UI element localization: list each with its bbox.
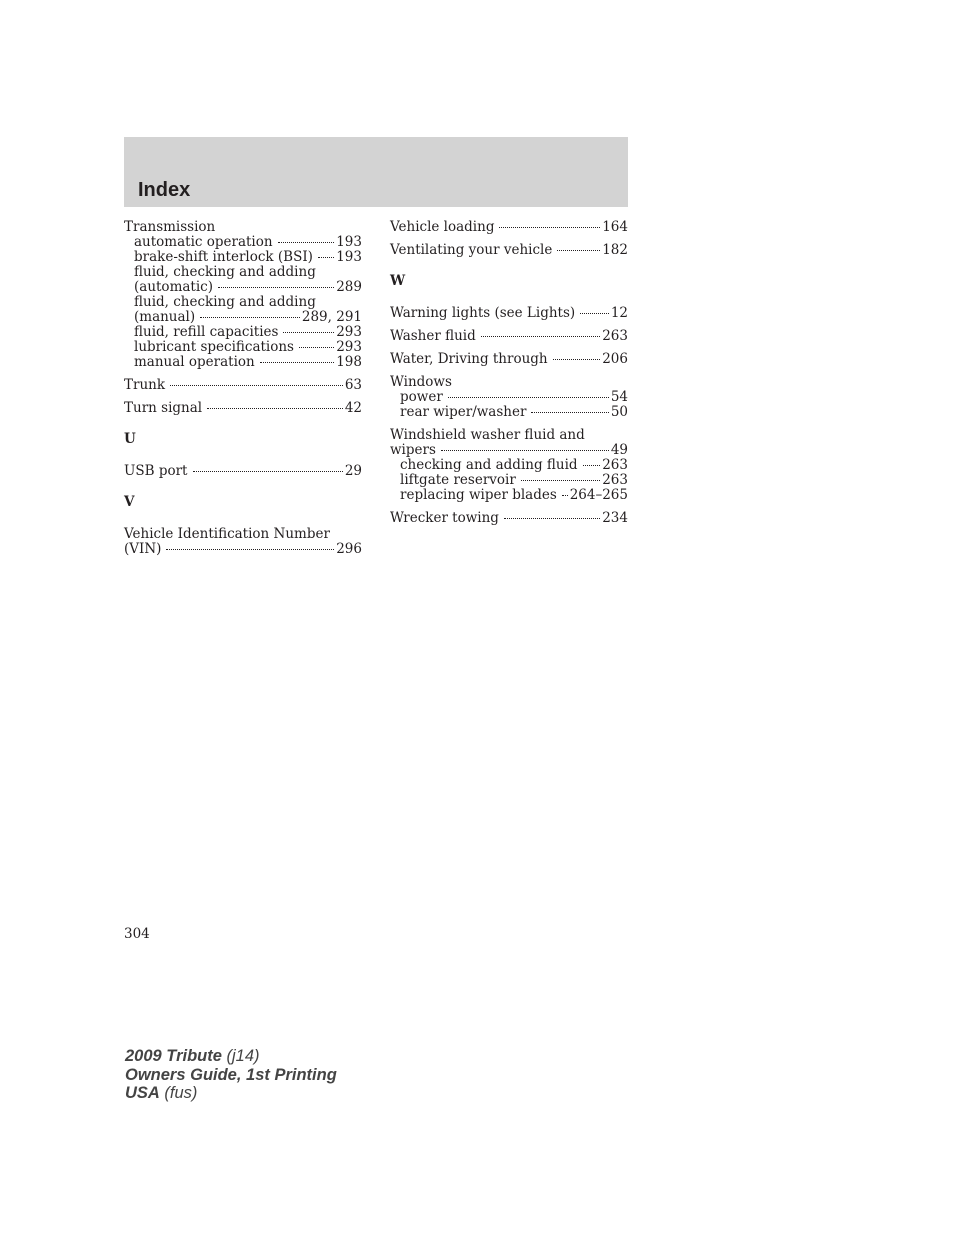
index-letter-heading: V <box>124 494 135 510</box>
index-entry-line <box>124 220 362 235</box>
index-entry <box>390 375 628 420</box>
index-column-right <box>390 220 628 534</box>
dot-leader <box>481 336 600 337</box>
page-reference: 263 <box>602 328 628 344</box>
dot-leader <box>531 412 608 413</box>
index-entry-line <box>124 542 362 557</box>
index-entry <box>124 401 362 416</box>
index-entry-line <box>124 527 362 542</box>
entry-text: replacing wiper blades <box>400 487 557 503</box>
entry-text: lubricant specifications <box>134 339 294 355</box>
entry-text: (VIN) <box>124 541 162 557</box>
dot-leader <box>504 518 600 519</box>
index-column-left <box>124 220 362 565</box>
entry-text: liftgate reservoir <box>400 472 516 488</box>
index-subentry-line <box>124 280 362 295</box>
index-letter-heading: U <box>124 431 136 447</box>
entry-text: rear wiper/washer <box>400 404 527 420</box>
page-reference: 193 <box>336 249 362 265</box>
index-entry-line <box>124 378 362 393</box>
dot-leader <box>200 317 300 318</box>
footer-edition: Owners Guide, 1st Printing <box>125 1065 337 1084</box>
page-reference: 264–265 <box>569 487 628 503</box>
entry-text: Trunk <box>124 377 166 393</box>
entry-text: brake-shift interlock (BSI) <box>134 249 313 265</box>
footer-market-code: (fus) <box>159 1084 198 1102</box>
entry-text: manual operation <box>134 354 255 370</box>
entry-text: Turn signal <box>124 400 203 416</box>
page-reference: 289, 291 <box>301 309 362 325</box>
entry-text: Vehicle Identification Number <box>124 526 330 542</box>
index-entry <box>390 220 628 235</box>
entry-text: wipers <box>390 442 436 458</box>
page-number: 304 <box>124 926 150 942</box>
index-entry <box>124 464 362 479</box>
index-entry <box>390 243 628 258</box>
entry-text: fluid, checking and adding <box>134 264 316 280</box>
dot-leader <box>260 362 334 363</box>
dot-leader <box>283 332 334 333</box>
entry-text: (automatic) <box>134 279 213 295</box>
index-subentry-line <box>124 340 362 355</box>
index-entry-line <box>390 306 628 321</box>
page-reference: 293 <box>336 324 362 340</box>
index-entry <box>390 329 628 344</box>
entry-text: Transmission <box>124 219 216 235</box>
index-entry-line <box>124 464 362 479</box>
index-entry-line <box>390 428 628 443</box>
page-reference: 206 <box>602 351 628 367</box>
entry-text: (manual) <box>134 309 196 325</box>
dot-leader <box>218 287 334 288</box>
index-subentry-line <box>124 235 362 250</box>
index-entry-line <box>390 511 628 526</box>
index-entry-line <box>390 375 628 390</box>
dot-leader <box>278 242 335 243</box>
index-entry <box>390 352 628 367</box>
entry-text: power <box>400 389 443 405</box>
dot-leader <box>583 465 601 466</box>
page-reference: 263 <box>602 472 628 488</box>
entry-text: Vehicle loading <box>390 219 495 235</box>
entry-text: checking and adding fluid <box>400 457 578 473</box>
entry-text: Washer fluid <box>390 328 476 344</box>
page-reference: 63 <box>344 377 362 393</box>
index-entry <box>124 378 362 393</box>
index-entry-line <box>390 220 628 235</box>
page-reference: 54 <box>610 389 628 405</box>
page-reference: 293 <box>336 339 362 355</box>
page-reference: 42 <box>344 400 362 416</box>
page-reference: 289 <box>336 279 362 295</box>
page-reference: 50 <box>610 404 628 420</box>
document-footer <box>125 1047 337 1103</box>
entry-text: automatic operation <box>134 234 273 250</box>
index-letter-heading: W <box>390 273 406 289</box>
index-subentry-line <box>124 325 362 340</box>
dot-leader <box>557 250 600 251</box>
index-entry <box>390 306 628 321</box>
index-subentry-line <box>124 355 362 370</box>
dot-leader <box>166 549 334 550</box>
page-reference: 12 <box>610 305 628 321</box>
index-entry-line <box>390 243 628 258</box>
index-subentry-line <box>124 295 362 310</box>
page-reference: 29 <box>344 463 362 479</box>
entry-text: Warning lights (see Lights) <box>390 305 576 321</box>
entry-text: USB port <box>124 463 188 479</box>
entry-text: Ventilating your vehicle <box>390 242 553 258</box>
entry-text: Water, Driving through <box>390 351 548 367</box>
index-subentry-line <box>390 458 628 473</box>
dot-leader <box>441 450 609 451</box>
index-entry <box>124 220 362 370</box>
index-entry <box>124 527 362 557</box>
dot-leader <box>580 313 609 314</box>
index-entry <box>390 511 628 526</box>
dot-leader <box>521 480 600 481</box>
index-entry-line <box>390 443 628 458</box>
entry-text: Wrecker towing <box>390 510 499 526</box>
page-reference: 234 <box>602 510 628 526</box>
dot-leader <box>553 359 601 360</box>
index-entry <box>390 428 628 503</box>
dot-leader <box>499 227 600 228</box>
index-subentry-line <box>390 405 628 420</box>
index-entry-line <box>124 401 362 416</box>
index-subentry-line <box>390 473 628 488</box>
section-header <box>124 137 628 207</box>
index-subentry-line <box>124 250 362 265</box>
dot-leader <box>193 471 343 472</box>
index-subentry-line <box>390 488 628 503</box>
entry-text: fluid, checking and adding <box>134 294 316 310</box>
page-reference: 296 <box>336 541 362 557</box>
page-reference: 198 <box>336 354 362 370</box>
footer-model: 2009 Tribute <box>125 1047 222 1065</box>
page-reference: 193 <box>336 234 362 250</box>
dot-leader <box>318 257 334 258</box>
index-entry-line <box>390 329 628 344</box>
section-title: Index <box>138 179 191 201</box>
entry-text: Windows <box>390 374 452 390</box>
footer-model-code: (j14) <box>221 1047 260 1065</box>
dot-leader <box>448 397 609 398</box>
page-reference: 49 <box>610 442 628 458</box>
dot-leader <box>299 347 334 348</box>
index-entry-line <box>390 352 628 367</box>
index-subentry-line <box>124 265 362 280</box>
dot-leader <box>562 495 568 496</box>
dot-leader <box>170 385 343 386</box>
footer-market: USA <box>125 1084 160 1102</box>
index-subentry-line <box>390 390 628 405</box>
index-subentry-line <box>124 310 362 325</box>
entry-text: Windshield washer fluid and <box>390 427 585 443</box>
dot-leader <box>207 408 343 409</box>
page-reference: 263 <box>602 457 628 473</box>
page-reference: 182 <box>602 242 628 258</box>
page-reference: 164 <box>602 219 628 235</box>
entry-text: fluid, refill capacities <box>134 324 279 340</box>
